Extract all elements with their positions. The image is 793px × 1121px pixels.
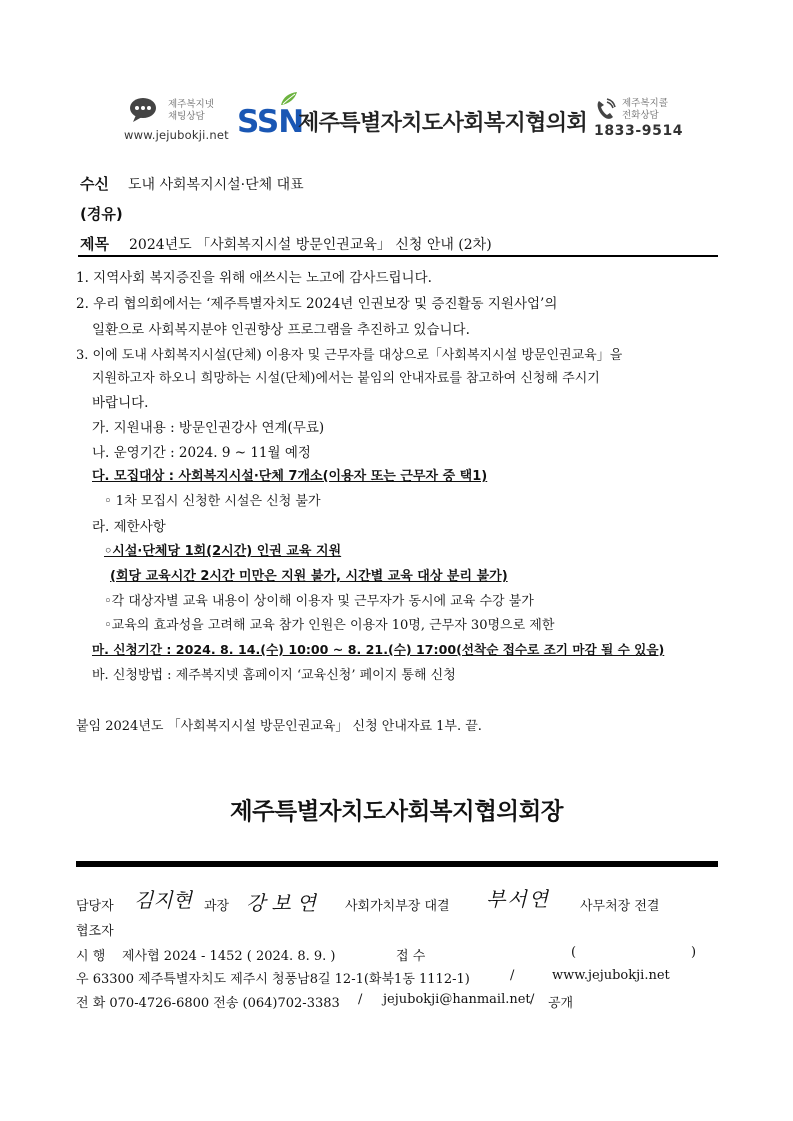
charge-signature: 김지현 [134,888,192,912]
item-na: 나. 운영기간 : 2024. 9 ~ 11월 예정 [92,445,311,461]
exec-value: 제사협 2024 - 1452 ( 2024. 8. 9. ) [122,949,336,964]
receive-label: 접 수 [396,949,426,964]
phone-label-1: 제주복지콜 [622,98,668,109]
header-website[interactable]: www.jejubokji.net [124,128,229,142]
dept-label: 사회가치부장 대결 [345,899,450,914]
subject-divider [78,255,718,257]
item-da: 다. 모집대상 : 사회복지시설·단체 7개소(이용자 또는 근무자 중 택1) [92,469,488,484]
phone-number[interactable]: 1833-9514 [594,123,684,139]
paragraph-1: 1. 지역사회 복지증진을 위해 애쓰시는 노고에 감사드립니다. [76,270,432,286]
paragraph-2b: 일환으로 사회복지분야 인권향상 프로그램을 추진하고 있습니다. [92,322,470,338]
manager-label: 과장 [204,899,230,914]
item-ma: 마. 신청기간 : 2024. 8. 14.(수) 10:00 ~ 8. 21.(수) 17:00(선착순 접수로 조기 마감 될 수 있음) [92,642,665,657]
item-ra-2: ◦각 대상자별 교육 내용이 상이해 이용자 및 근무자가 동시에 교육 수강 불가 [104,594,534,609]
recipient-label: 수신 [80,175,109,193]
exec-label: 시 행 [76,949,106,964]
paragraph-3c: 바랍니다. [92,395,149,411]
item-ra-1: ◦시설·단체당 1회(2시간) 인권 교육 지원 [104,544,342,559]
attachment-line: 붙임 2024년도 「사회복지시설 방문인권교육」 신청 안내자료 1부. 끝. [76,719,482,734]
subject-value: 2024년도 「사회복지시설 방문인권교육」 신청 안내 (2차) [129,237,492,253]
email-slash: / [530,992,535,1007]
receive-open: ( [571,945,577,960]
paragraph-3b: 지원하고자 하오니 희망하는 시설(단체)에서는 붙임의 안내자료를 참고하여 신청해 주시기 [92,371,600,386]
chat-label-2: 채팅상담 [168,111,205,122]
footer-site[interactable]: www.jejubokji.net [552,968,670,983]
item-ba: 바. 신청방법 : 제주복지넷 홈페이지 ‘교육신청’ 페이지 통해 신청 [92,668,456,683]
chat-label-1: 제주복지넷 [168,99,214,110]
item-ra-3: ◦교육의 효과성을 고려해 교육 참가 인원은 이용자 10명, 근무자 30명으로 제한 [104,618,555,633]
recipient-value: 도내 사회복지시설·단체 대표 [128,177,304,193]
coop-label: 협조자 [76,924,114,939]
org-name: 제주특별자치도사회복지협의회 [298,111,588,136]
paragraph-3a: 3. 이에 도내 사회복지시설(단체) 이용자 및 근무자를 대상으로「사회복지시설 방문인권교육」을 [76,348,623,363]
signer-title: 제주특별자치도사회복지협의회장 [229,797,563,825]
address-slash: / [510,968,515,983]
via-label: (경유) [80,205,123,223]
phone-label-2: 전화상담 [622,110,659,121]
phone-slash: / [358,992,363,1007]
footer-email[interactable]: jejubokji@hanmail.net [383,992,531,1007]
item-ra: 라. 제한사항 [92,519,166,535]
phone-line: 전 화 070-4726-6800 전송 (064)702-3383 [76,996,340,1011]
item-ra-1b: (회당 교육시간 2시간 미만은 지원 불가, 시간별 교육 대상 분리 불가) [110,569,508,584]
footer-thick-divider [76,861,718,867]
director-label: 사무처장 전결 [580,899,660,914]
charge-label: 담당자 [76,899,114,914]
subject-label: 제목 [80,235,109,253]
dept-signature: 부서연 [486,887,550,911]
manager-signature: 강보연 [246,891,322,915]
item-da-note: ◦ 1차 모집시 신청한 시설은 신청 불가 [104,494,321,509]
item-ga: 가. 지원내용 : 방문인권강사 연계(무료) [92,420,325,436]
ssn-logo: SSN [237,104,304,140]
phone-icon [594,98,616,122]
receive-close: ) [691,945,697,960]
address: 우 63300 제주특별자치도 제주시 청풍남8길 12-1(화북1동 1112-1) [76,972,470,987]
paragraph-2a: 2. 우리 협의회에서는 ‘제주특별자치도 2024년 인권보장 및 증진활동 지원사업’의 [76,296,558,312]
chat-bubble-icon [128,96,162,124]
public-label: 공개 [548,996,574,1011]
